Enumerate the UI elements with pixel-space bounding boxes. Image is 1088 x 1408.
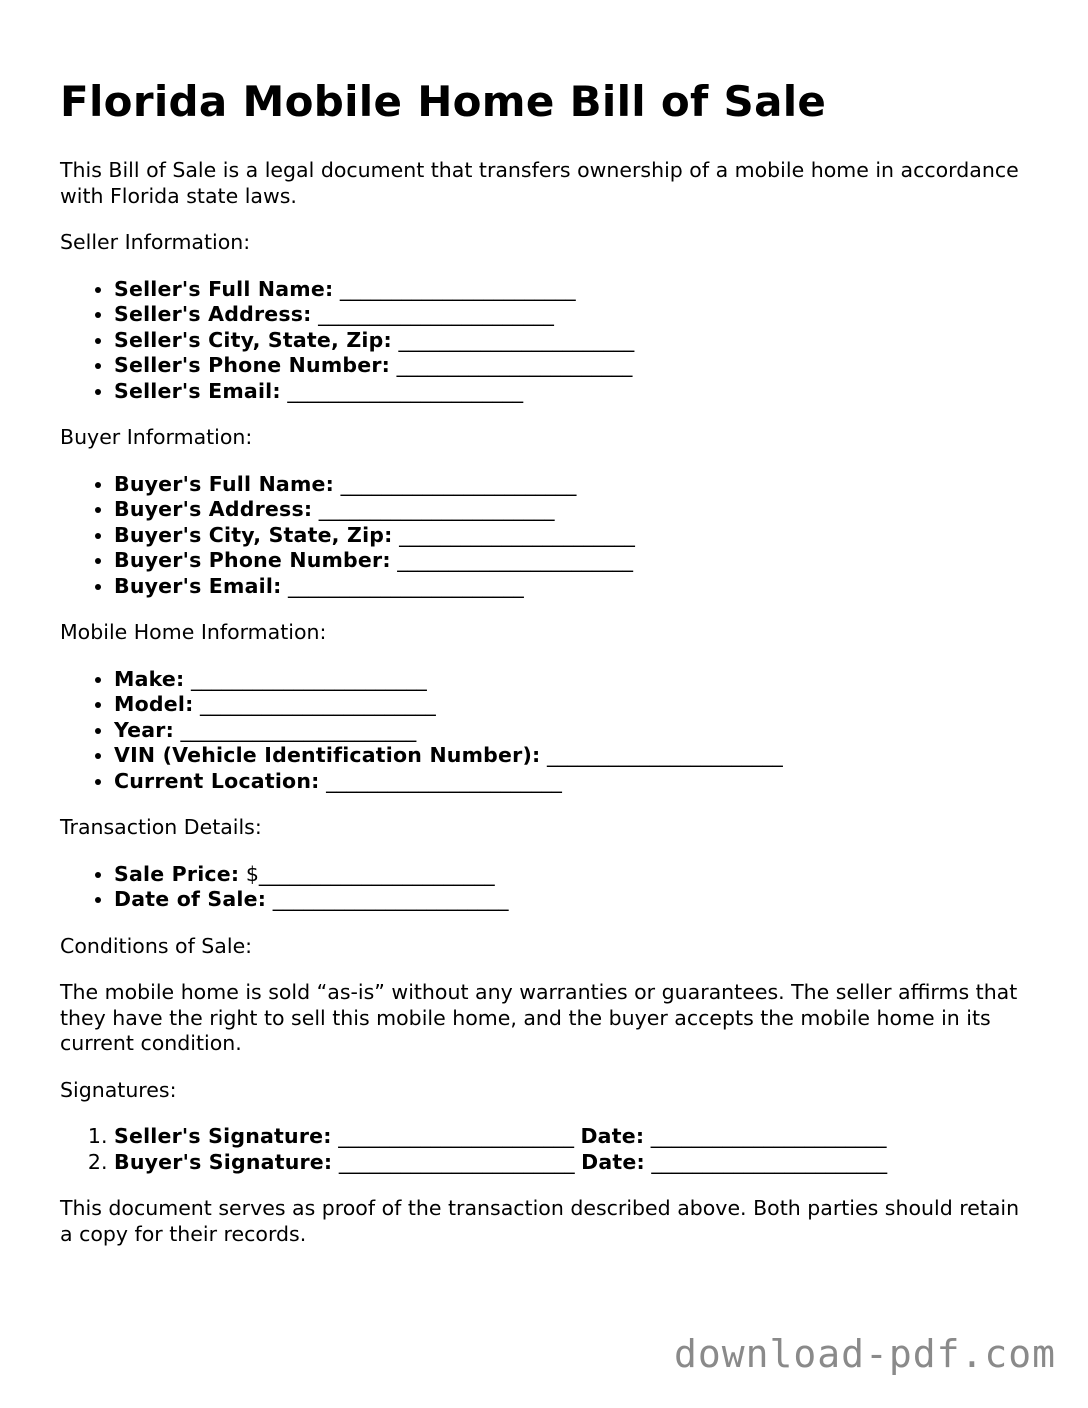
fill-in-blank: _______________________ [288, 573, 524, 598]
fill-in-blank: _______________________ [338, 1149, 575, 1174]
sale-price-label: Sale Price: [114, 861, 240, 886]
list-item [114, 692, 1030, 718]
list-item [114, 328, 1030, 354]
list-item [114, 379, 1030, 405]
field-label: Seller's Address: [114, 302, 312, 326]
field-label: Model: [114, 692, 194, 716]
fill-in-blank: _______________________ [399, 522, 635, 547]
seller-section-heading: Seller Information: [60, 230, 251, 254]
buyer-section-heading: Buyer Information: [60, 425, 253, 449]
fill-in-blank: _______________________ [258, 861, 495, 886]
field-label: Seller's Phone Number: [114, 353, 391, 377]
list-item [114, 718, 1030, 744]
field-label: Buyer's Phone Number: [114, 548, 391, 572]
fill-in-blank: _______________________ [396, 353, 633, 377]
date-of-sale-label: Date of Sale: [114, 887, 267, 911]
fill-in-blank: _______________________ [340, 471, 577, 496]
fill-in-blank: _______________________ [546, 743, 783, 767]
transaction-field-list [60, 862, 1030, 913]
list-item [114, 548, 1030, 574]
fill-in-blank: _______________________ [200, 692, 436, 716]
field-label: Seller's City, State, Zip: [114, 327, 392, 352]
fill-in-blank: _______________________ [180, 717, 417, 742]
fill-in-blank: _______________________ [272, 887, 509, 911]
fill-in-blank: _______________________ [339, 276, 576, 301]
fill-in-blank: _______________________ [318, 302, 554, 326]
fill-in-blank: _______________________ [651, 1149, 888, 1174]
signatures-section-heading: Signatures: [60, 1077, 177, 1102]
field-label: Current Location: [114, 768, 320, 793]
field-label: Buyer's Full Name: [114, 471, 335, 496]
list-item [114, 743, 1030, 769]
field-label: Year: [114, 717, 175, 742]
fill-in-blank: _______________________ [397, 548, 634, 572]
list-item [114, 574, 1030, 600]
fill-in-blank: _______________________ [326, 768, 562, 793]
fill-in-blank: _______________________ [190, 666, 427, 691]
field-label: VIN (Vehicle Identification Number): [114, 743, 541, 767]
signature-list [60, 1124, 1030, 1175]
fill-in-blank: _______________________ [650, 1124, 887, 1148]
list-item [114, 277, 1030, 303]
field-label: Buyer's Address: [114, 497, 313, 521]
list-item [114, 523, 1030, 549]
fill-in-blank: _______________________ [287, 378, 524, 403]
field-label: Seller's Email: [114, 378, 281, 403]
conditions-section-heading: Conditions of Sale: [60, 933, 253, 958]
page-title: Florida Mobile Home Bill of Sale [60, 77, 827, 126]
home-field-list [60, 667, 1030, 795]
field-label: Buyer's Email: [114, 573, 282, 598]
fill-in-blank: _______________________ [338, 1124, 574, 1148]
list-item [114, 353, 1030, 379]
date-label: Date: [580, 1124, 645, 1148]
signature-row [114, 1150, 1030, 1176]
field-label: Make: [114, 666, 185, 691]
list-item [114, 497, 1030, 523]
list-item [114, 769, 1030, 795]
seller-field-list [60, 277, 1030, 405]
list-item [114, 667, 1030, 693]
intro-paragraph: This Bill of Sale is a legal document that transfers ownership of a mobile home in accordance with Florida state laws. [60, 158, 1019, 208]
currency-symbol: $ [245, 861, 259, 886]
field-label: Seller's Full Name: [114, 276, 334, 301]
fill-in-blank: _______________________ [318, 497, 555, 521]
closing-paragraph: This document serves as proof of the transaction described above. Both parties should retain a copy for their records. [60, 1196, 1020, 1246]
list-item [114, 887, 1030, 913]
signature-row [114, 1124, 1030, 1150]
home-section-heading: Mobile Home Information: [60, 620, 327, 644]
watermark: download-pdf.com [673, 1332, 1056, 1376]
signature-label: Buyer's Signature: [114, 1149, 333, 1174]
buyer-field-list [60, 472, 1030, 600]
fill-in-blank: _______________________ [398, 327, 635, 352]
date-label: Date: [581, 1149, 645, 1174]
list-item [114, 862, 1030, 888]
field-label: Buyer's City, State, Zip: [114, 522, 393, 547]
list-item [114, 302, 1030, 328]
conditions-paragraph: The mobile home is sold “as-is” without any warranties or guarantees. The seller affirms that they have the right to sell this mobile home, and the buyer accepts the mobile home in its current condition. [60, 980, 1018, 1055]
document-page [60, 0, 1030, 1247]
list-item [114, 472, 1030, 498]
signature-label: Seller's Signature: [114, 1124, 332, 1148]
transaction-section-heading: Transaction Details: [60, 815, 262, 839]
